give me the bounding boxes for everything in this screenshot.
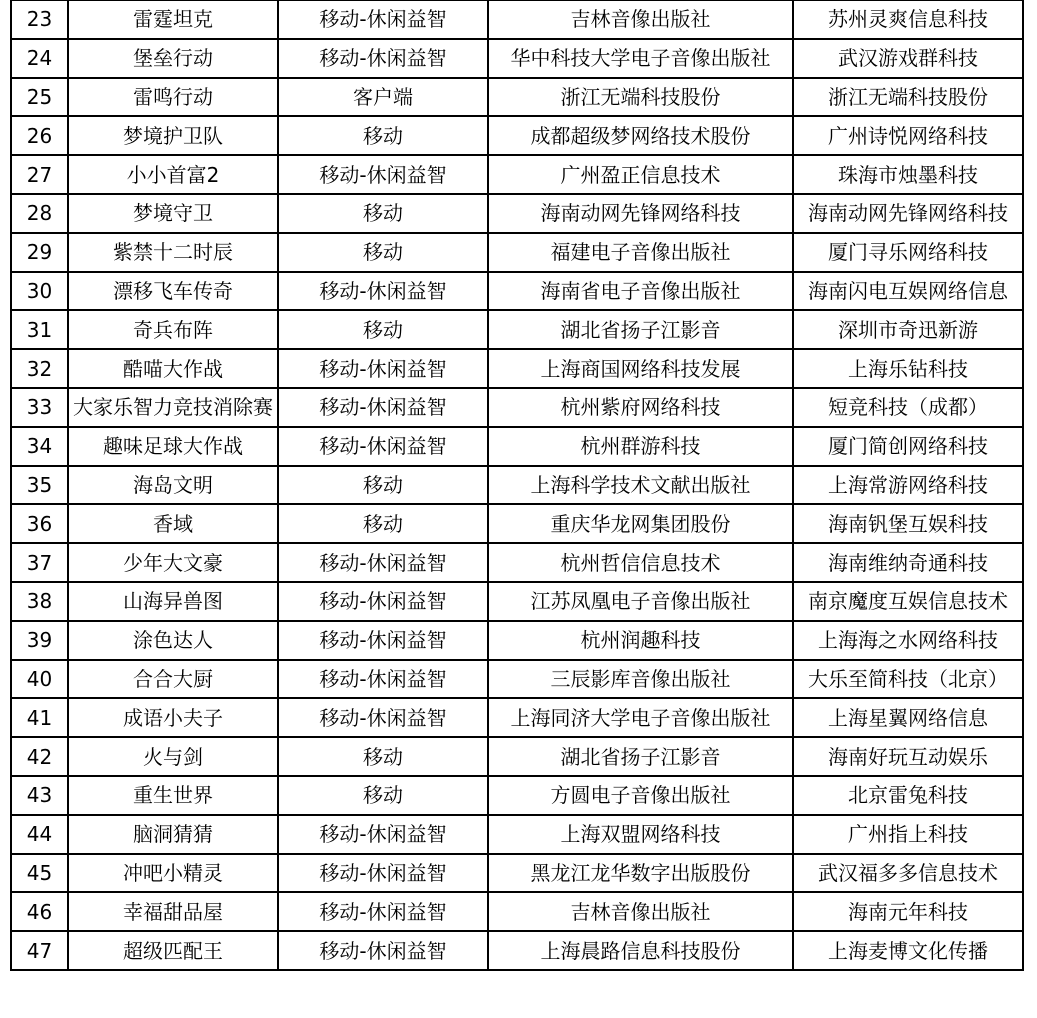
table-body	[11, 0, 1023, 970]
operator-cell: 珠海市烛墨科技	[793, 155, 1023, 194]
publisher-cell: 方圆电子音像出版社	[488, 776, 793, 815]
publisher-cell: 杭州哲信信息技术	[488, 543, 793, 582]
row-number-cell: 27	[11, 155, 68, 194]
row-number-cell: 35	[11, 466, 68, 505]
publisher-cell: 吉林音像出版社	[488, 892, 793, 931]
game-approval-table	[10, 0, 1024, 971]
table-row	[11, 621, 1023, 660]
game-name-cell: 小小首富2	[68, 155, 278, 194]
publisher-cell: 上海同济大学电子音像出版社	[488, 698, 793, 737]
game-type-cell: 移动-休闲益智	[278, 660, 488, 699]
operator-cell: 武汉游戏群科技	[793, 39, 1023, 78]
row-number-cell: 31	[11, 310, 68, 349]
operator-cell: 上海乐钻科技	[793, 349, 1023, 388]
operator-cell: 武汉福多多信息技术	[793, 854, 1023, 893]
publisher-cell: 杭州润趣科技	[488, 621, 793, 660]
table-row	[11, 0, 1023, 39]
publisher-cell: 成都超级梦网络技术股份	[488, 116, 793, 155]
game-type-cell: 移动	[278, 776, 488, 815]
game-type-cell: 移动-休闲益智	[278, 815, 488, 854]
row-number-cell: 44	[11, 815, 68, 854]
publisher-cell: 上海商国网络科技发展	[488, 349, 793, 388]
table-row	[11, 272, 1023, 311]
row-number-cell: 25	[11, 78, 68, 117]
publisher-cell: 杭州群游科技	[488, 427, 793, 466]
game-name-cell: 堡垒行动	[68, 39, 278, 78]
publisher-cell: 上海双盟网络科技	[488, 815, 793, 854]
game-type-cell: 移动-休闲益智	[278, 892, 488, 931]
publisher-cell: 杭州紫府网络科技	[488, 388, 793, 427]
game-name-cell: 雷霆坦克	[68, 0, 278, 39]
game-type-cell: 移动-休闲益智	[278, 0, 488, 39]
row-number-cell: 30	[11, 272, 68, 311]
game-name-cell: 重生世界	[68, 776, 278, 815]
operator-cell: 短竞科技（成都）	[793, 388, 1023, 427]
game-name-cell: 大家乐智力竞技消除赛	[68, 388, 278, 427]
game-name-cell: 酷喵大作战	[68, 349, 278, 388]
game-name-cell: 梦境护卫队	[68, 116, 278, 155]
table-row	[11, 815, 1023, 854]
operator-cell: 北京雷兔科技	[793, 776, 1023, 815]
table-row	[11, 194, 1023, 233]
row-number-cell: 34	[11, 427, 68, 466]
game-name-cell: 奇兵布阵	[68, 310, 278, 349]
table-row	[11, 78, 1023, 117]
publisher-cell: 湖北省扬子江影音	[488, 310, 793, 349]
game-type-cell: 移动-休闲益智	[278, 698, 488, 737]
row-number-cell: 37	[11, 543, 68, 582]
publisher-cell: 吉林音像出版社	[488, 0, 793, 39]
game-type-cell: 客户端	[278, 78, 488, 117]
operator-cell: 海南动网先锋网络科技	[793, 194, 1023, 233]
table-row	[11, 39, 1023, 78]
operator-cell: 海南好玩互动娱乐	[793, 737, 1023, 776]
table-row	[11, 155, 1023, 194]
game-type-cell: 移动	[278, 737, 488, 776]
row-number-cell: 47	[11, 931, 68, 970]
game-type-cell: 移动	[278, 504, 488, 543]
game-name-cell: 少年大文豪	[68, 543, 278, 582]
table-row	[11, 737, 1023, 776]
operator-cell: 海南钒堡互娱科技	[793, 504, 1023, 543]
publisher-cell: 浙江无端科技股份	[488, 78, 793, 117]
game-type-cell: 移动-休闲益智	[278, 272, 488, 311]
publisher-cell: 重庆华龙网集团股份	[488, 504, 793, 543]
row-number-cell: 26	[11, 116, 68, 155]
game-type-cell: 移动-休闲益智	[278, 388, 488, 427]
game-type-cell: 移动	[278, 194, 488, 233]
publisher-cell: 上海晨路信息科技股份	[488, 931, 793, 970]
game-name-cell: 超级匹配王	[68, 931, 278, 970]
game-name-cell: 涂色达人	[68, 621, 278, 660]
row-number-cell: 40	[11, 660, 68, 699]
operator-cell: 上海星翼网络信息	[793, 698, 1023, 737]
table-row	[11, 233, 1023, 272]
game-type-cell: 移动	[278, 116, 488, 155]
table-row	[11, 388, 1023, 427]
table-row	[11, 776, 1023, 815]
table-row	[11, 892, 1023, 931]
row-number-cell: 33	[11, 388, 68, 427]
table-row	[11, 349, 1023, 388]
game-name-cell: 紫禁十二时辰	[68, 233, 278, 272]
game-name-cell: 趣味足球大作战	[68, 427, 278, 466]
publisher-cell: 三辰影库音像出版社	[488, 660, 793, 699]
operator-cell: 海南维纳奇通科技	[793, 543, 1023, 582]
row-number-cell: 36	[11, 504, 68, 543]
publisher-cell: 黑龙江龙华数字出版股份	[488, 854, 793, 893]
operator-cell: 厦门简创网络科技	[793, 427, 1023, 466]
game-name-cell: 梦境守卫	[68, 194, 278, 233]
game-name-cell: 雷鸣行动	[68, 78, 278, 117]
game-name-cell: 幸福甜品屋	[68, 892, 278, 931]
row-number-cell: 24	[11, 39, 68, 78]
game-type-cell: 移动-休闲益智	[278, 582, 488, 621]
publisher-cell: 华中科技大学电子音像出版社	[488, 39, 793, 78]
row-number-cell: 43	[11, 776, 68, 815]
table-row	[11, 310, 1023, 349]
game-type-cell: 移动-休闲益智	[278, 854, 488, 893]
operator-cell: 大乐至简科技（北京）	[793, 660, 1023, 699]
publisher-cell: 海南省电子音像出版社	[488, 272, 793, 311]
operator-cell: 厦门寻乐网络科技	[793, 233, 1023, 272]
game-type-cell: 移动-休闲益智	[278, 155, 488, 194]
table-row	[11, 582, 1023, 621]
publisher-cell: 海南动网先锋网络科技	[488, 194, 793, 233]
game-name-cell: 海岛文明	[68, 466, 278, 505]
table-row	[11, 504, 1023, 543]
game-type-cell: 移动	[278, 310, 488, 349]
operator-cell: 海南元年科技	[793, 892, 1023, 931]
operator-cell: 苏州灵爽信息科技	[793, 0, 1023, 39]
game-name-cell: 成语小夫子	[68, 698, 278, 737]
operator-cell: 广州指上科技	[793, 815, 1023, 854]
game-type-cell: 移动-休闲益智	[278, 543, 488, 582]
operator-cell: 浙江无端科技股份	[793, 78, 1023, 117]
operator-cell: 南京魔度互娱信息技术	[793, 582, 1023, 621]
row-number-cell: 29	[11, 233, 68, 272]
table-row	[11, 698, 1023, 737]
operator-cell: 上海常游网络科技	[793, 466, 1023, 505]
table-row	[11, 931, 1023, 970]
operator-cell: 海南闪电互娱网络信息	[793, 272, 1023, 311]
row-number-cell: 42	[11, 737, 68, 776]
game-name-cell: 脑洞猜猜	[68, 815, 278, 854]
operator-cell: 广州诗悦网络科技	[793, 116, 1023, 155]
table-row	[11, 854, 1023, 893]
game-type-cell: 移动-休闲益智	[278, 931, 488, 970]
game-type-cell: 移动-休闲益智	[278, 349, 488, 388]
game-name-cell: 冲吧小精灵	[68, 854, 278, 893]
game-type-cell: 移动	[278, 466, 488, 505]
table-row	[11, 116, 1023, 155]
game-name-cell: 漂移飞车传奇	[68, 272, 278, 311]
row-number-cell: 28	[11, 194, 68, 233]
table-row	[11, 543, 1023, 582]
row-number-cell: 32	[11, 349, 68, 388]
operator-cell: 上海海之水网络科技	[793, 621, 1023, 660]
game-type-cell: 移动	[278, 233, 488, 272]
table-row	[11, 427, 1023, 466]
table-row	[11, 466, 1023, 505]
operator-cell: 深圳市奇迅新游	[793, 310, 1023, 349]
game-type-cell: 移动-休闲益智	[278, 39, 488, 78]
row-number-cell: 38	[11, 582, 68, 621]
row-number-cell: 41	[11, 698, 68, 737]
game-type-cell: 移动-休闲益智	[278, 621, 488, 660]
publisher-cell: 广州盈正信息技术	[488, 155, 793, 194]
game-name-cell: 火与剑	[68, 737, 278, 776]
publisher-cell: 福建电子音像出版社	[488, 233, 793, 272]
publisher-cell: 湖北省扬子江影音	[488, 737, 793, 776]
game-name-cell: 香域	[68, 504, 278, 543]
publisher-cell: 上海科学技术文献出版社	[488, 466, 793, 505]
table-row	[11, 660, 1023, 699]
game-approval-table-sheet	[10, 0, 1025, 1017]
row-number-cell: 39	[11, 621, 68, 660]
game-name-cell: 山海异兽图	[68, 582, 278, 621]
game-name-cell: 合合大厨	[68, 660, 278, 699]
game-type-cell: 移动-休闲益智	[278, 427, 488, 466]
row-number-cell: 23	[11, 0, 68, 39]
publisher-cell: 江苏凤凰电子音像出版社	[488, 582, 793, 621]
row-number-cell: 45	[11, 854, 68, 893]
operator-cell: 上海麦博文化传播	[793, 931, 1023, 970]
row-number-cell: 46	[11, 892, 68, 931]
